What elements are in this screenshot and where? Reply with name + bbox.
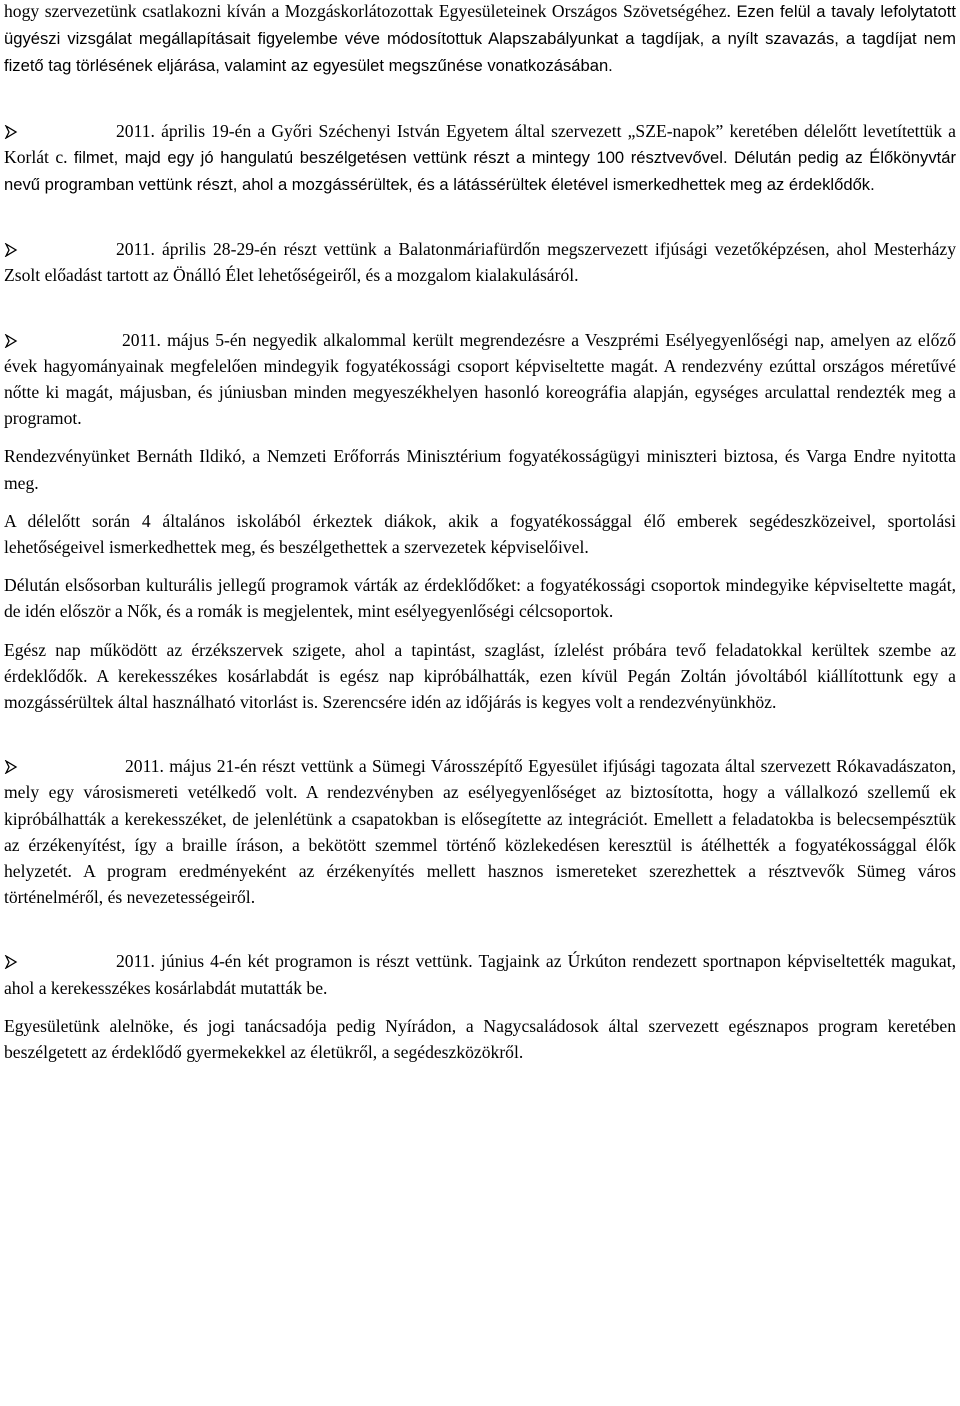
paragraph-text-serif: hogy szervezetünk csatlakozni kíván a Mozgáskorlátozottak Egyesületeinek Országos Szövetségéhez.	[4, 1, 737, 21]
arrow-bullet-icon	[4, 327, 20, 353]
document-page	[4, 0, 956, 1065]
bullet-item-vezetokepzes	[4, 236, 956, 288]
bullet-text-serif: 2011. április 19-én a Győri Széchenyi István Egyetem által szervezett „SZE-napok” keretében délelőtt levetítettük a Korlát c.	[4, 120, 956, 167]
bullet-text: 2011. május 21-én részt vettünk a Sümegi Városszépítő Egyesület ifjúsági tagozata által szervezett Rókavadászaton, mely egy városismereti vetélkedő volt. A rendezvényben az esélyegyenlőséget az biztosította, hogy a vállalkozó szellemű ek kipróbálhatták a kerekesszéket, de jelenlétünk a csapatokban is elősegítette az integrációt. Emellett a feladatokba is belecsempésztük az érzékenyítést, így a braille íráson, a bekötött szemmel történő közlekedésen keresztül is átélhették a fogyatékossággal élők helyzetét. A program eredményeként az érzékenyítés mellett hasznos ismereteket szerezhettek a résztvevők Sümeg város történelméről, és nevezetességeiről.	[4, 756, 956, 908]
bullet-item-rokavadaszat	[4, 753, 956, 910]
bullet-item-sze-napok	[4, 118, 956, 199]
bullet-item-eselyegyenlosegi-nap	[4, 327, 956, 432]
bullet-text: 2011. június 4-én két programon is részt vettünk. Tagjaink az Úrkúton rendezett sportnapon képviseltették magukat, ahol a kerekesszékes kosárlabdát mutatták be.	[4, 951, 956, 998]
paragraph-afternoon: Délután elsősorban kulturális jellegű programok várták az érdeklődőket: a fogyatékossági csoportok mindegyike képviseltette magát, de idén először a Nők, és a romák is megjelentek, mint esélyegyenlőségi célcsoportok.	[4, 575, 956, 622]
bullet-text: 2011. május 5-én negyedik alkalommal került megrendezésre a Veszprémi Esélyegyenlőségi nap, amelyen az előző évek hagyományainak megfelelően mindegyik fogyatékossági csoport képviseltette magát. A rendezvény ezúttal országos méretűvé nőtte ki magát, májusban, és júniusban minden megyeszékhelyen hasonló koreográfia alapján, egységes arculattal rendezték meg a programot.	[4, 329, 956, 429]
paragraph-morning: A délelőtt során 4 általános iskolából érkeztek diákok, akik a fogyatékossággal élő emberek segédeszközeivel, sportolási lehetőségeivel ismerkedhettek meg, és beszélgethettek a szervezetek képviselőivel.	[4, 510, 956, 558]
bullet-text-sans: filmet, majd egy jó hangulatú beszélgetésen vettünk részt a mintegy 100 résztvevővel. Délután pedig az Élőkönyvtár nevű programban vettünk részt, ahol a mozgássérültek, és a látássérültek életével ismerkedhettek meg az érdeklődők.	[4, 147, 956, 195]
paragraph-membership	[4, 0, 956, 80]
arrow-bullet-icon	[4, 753, 20, 779]
paragraph-text-sans: Ezen felül a tavaly lefolytatott ügyészi vizsgálat megállapításait figyelembe véve módosítottuk Alapszabályunkat a tagdíjak, a nyílt szavazás, a tagdíjat nem fizető tag törlésének eljárása, valamint az egyesület megszűnése vonatkozásában.	[4, 2, 956, 76]
arrow-bullet-icon	[4, 948, 20, 974]
bullet-text: 2011. április 28-29-én részt vettünk a Balatonmáriafürdőn megszervezett ifjúsági vezetőképzésen, ahol Mesterházy Zsolt előadást tartott az Önálló Élet lehetőségeiről, és a mozgalom kialakulásáról.	[4, 239, 956, 286]
paragraph-all-day: Egész nap működött az érzékszervek szigete, ahol a tapintást, szaglást, ízlelést próbára tevő feladatokkal kerültek szembe az érdeklődők. A kerekesszékes kosárlabdát is egész nap kipróbálhatták, ezen kívül Pegán Zoltán jóvoltából kiállítottunk egy a mozgássérültek által használható vitorlást is. Szerencsére idén az időjárás is kegyes volt a rendezvényünkhöz.	[4, 639, 956, 713]
paragraph-opening: Rendezvényünket Bernáth Ildikó, a Nemzeti Erőforrás Minisztérium fogyatékosságügyi miniszteri biztosa, és Varga Endre nyitotta meg.	[4, 446, 956, 493]
arrow-bullet-icon	[4, 118, 20, 144]
bullet-item-sportnap	[4, 948, 956, 1000]
arrow-bullet-icon	[4, 236, 20, 262]
paragraph-vice-president: Egyesületünk alelnöke, és jogi tanácsadója pedig Nyírádon, a Nagycsaládosok által szervezett egésznapos program keretében beszélgetett az érdeklődő gyermekekkel az életükről, a segédeszközökről.	[4, 1015, 956, 1063]
